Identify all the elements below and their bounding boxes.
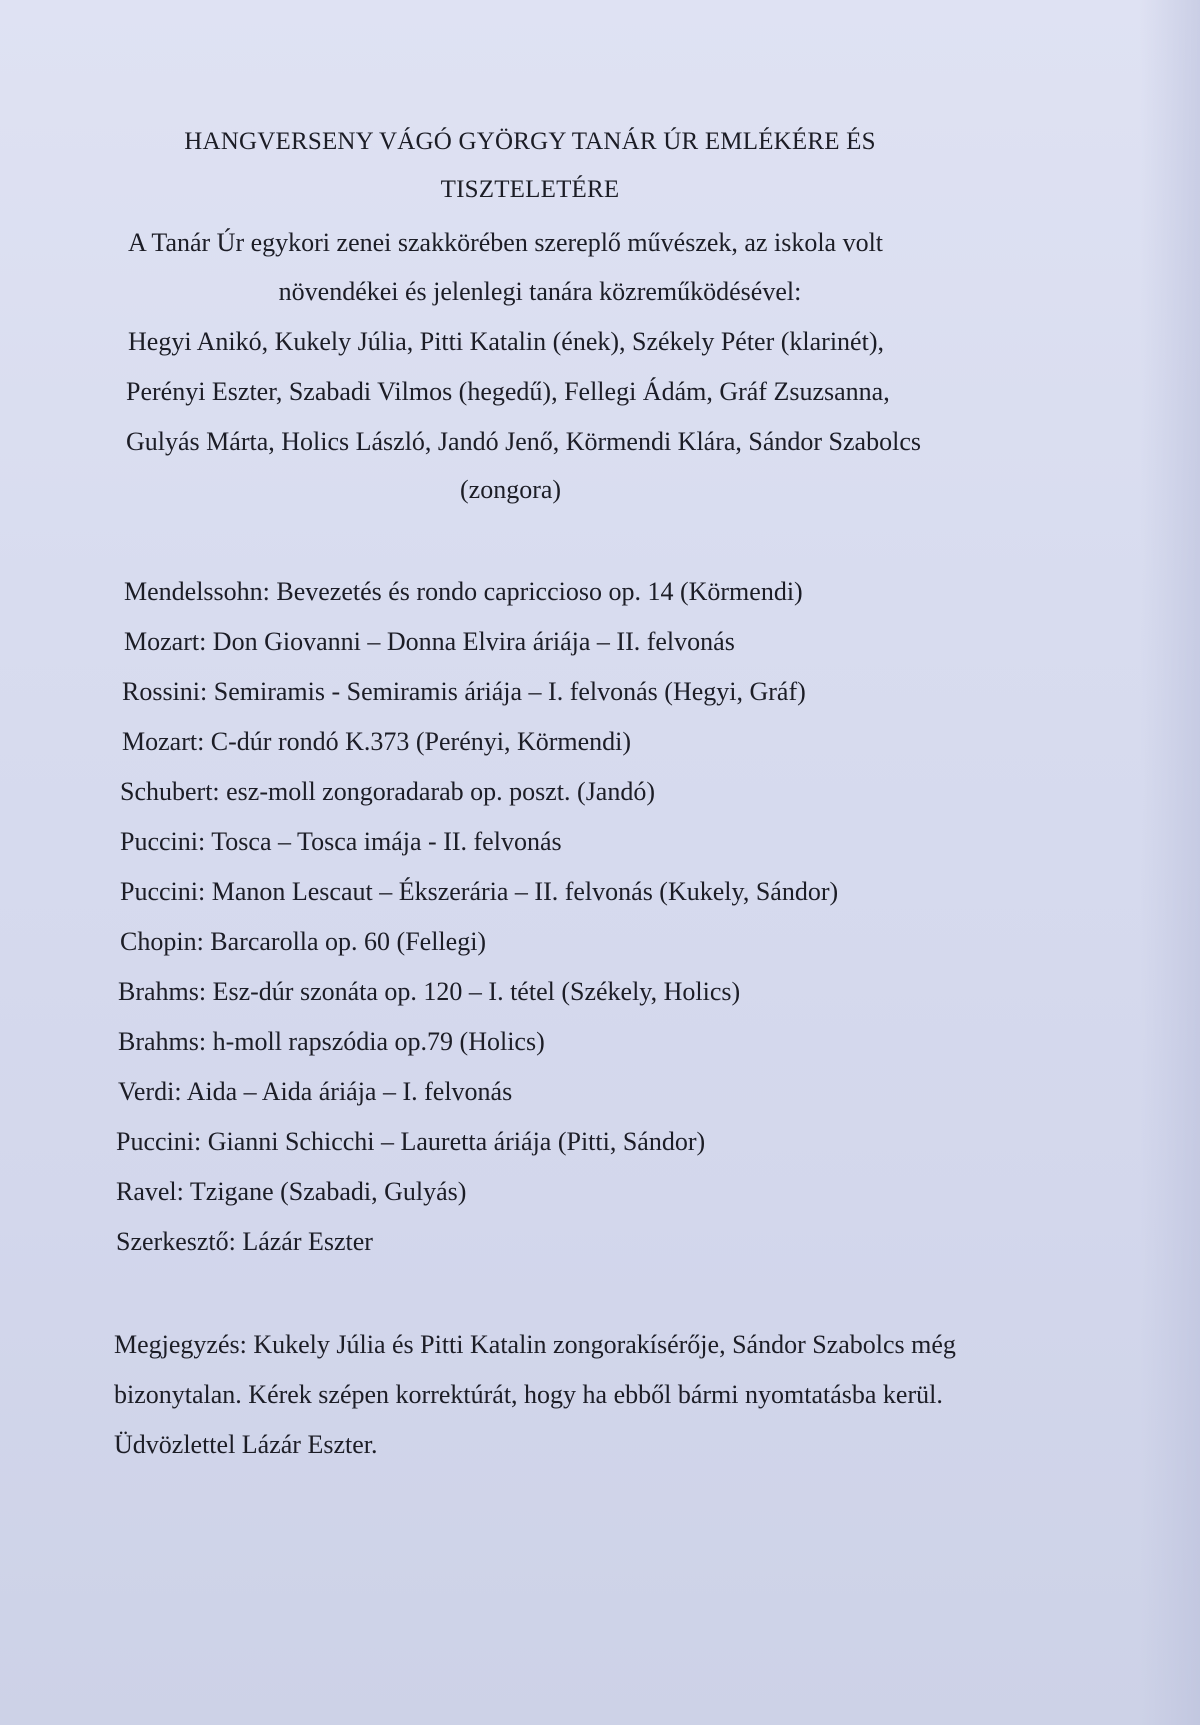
note-line-1: Megjegyzés: Kukely Júlia és Pitti Katalin zongorakísérője, Sándor Szabolcs még <box>114 1330 956 1359</box>
performers-line-3: Gulyás Márta, Holics László, Jandó Jenő, Körmendi Klára, Sándor Szabolcs <box>126 427 921 456</box>
program-item-5: Schubert: esz-moll zongoradarab op. poszt. (Jandó) <box>120 777 656 806</box>
editor-line: Szerkesztő: Lázár Eszter <box>116 1227 373 1256</box>
program-item-10: Brahms: h-moll rapszódia op.79 (Holics) <box>118 1027 545 1056</box>
concert-title-line-2: TISZTELETÉRE <box>440 176 620 203</box>
program-item-13: Ravel: Tzigane (Szabadi, Gulyás) <box>116 1177 467 1206</box>
note-line-3: Üdvözlettel Lázár Eszter. <box>114 1430 378 1459</box>
note-line-2: bizonytalan. Kérek szépen korrektúrát, hogy ha ebből bármi nyomtatásba kerül. <box>114 1380 943 1409</box>
intro-line-1: A Tanár Úr egykori zenei szakkörében szereplő művészek, az iskola volt <box>128 228 884 257</box>
performers-line-1: Hegyi Anikó, Kukely Júlia, Pitti Katalin (ének), Székely Péter (klarinét), <box>128 327 884 356</box>
paper-edge-shadow <box>1140 0 1200 1725</box>
performers-line-4: (zongora) <box>460 475 562 504</box>
intro-line-2: növendékei és jelenlegi tanára közreműködésével: <box>278 277 802 306</box>
program-item-11: Verdi: Aida – Aida áriája – I. felvonás <box>118 1077 513 1106</box>
performers-line-2: Perényi Eszter, Szabadi Vilmos (hegedű), Fellegi Ádám, Gráf Zsuzsanna, <box>126 377 890 406</box>
program-item-2: Mozart: Don Giovanni – Donna Elvira áriája – II. felvonás <box>124 627 735 656</box>
program-item-12: Puccini: Gianni Schicchi – Lauretta áriája (Pitti, Sándor) <box>116 1127 706 1156</box>
program-item-4: Mozart: C-dúr rondó K.373 (Perényi, Körmendi) <box>122 727 632 756</box>
concert-title-line-1: HANGVERSENY VÁGÓ GYÖRGY TANÁR ÚR EMLÉKÉRE ÉS <box>184 128 876 155</box>
program-item-7: Puccini: Manon Lescaut – Ékszerária – II. felvonás (Kukely, Sándor) <box>120 877 839 906</box>
program-item-6: Puccini: Tosca – Tosca imája - II. felvonás <box>120 827 562 856</box>
program-item-1: Mendelssohn: Bevezetés és rondo capriccioso op. 14 (Körmendi) <box>124 577 803 606</box>
program-item-3: Rossini: Semiramis - Semiramis áriája – I. felvonás (Hegyi, Gráf) <box>122 677 806 706</box>
program-item-8: Chopin: Barcarolla op. 60 (Fellegi) <box>120 927 487 956</box>
program-item-9: Brahms: Esz-dúr szonáta op. 120 – I. tétel (Székely, Holics) <box>118 977 741 1006</box>
